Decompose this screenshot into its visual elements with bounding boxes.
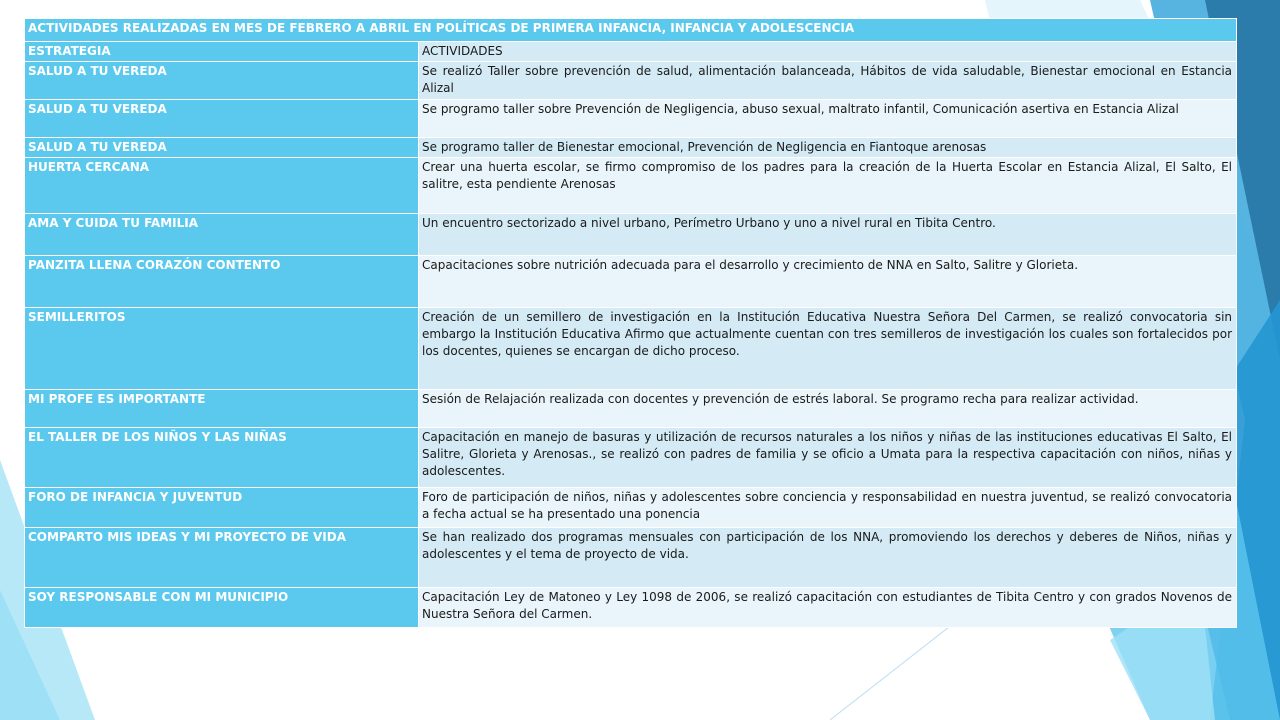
activity-cell: Un encuentro sectorizado a nivel urbano, Perímetro Urbano y uno a nivel rural en Tibita Centro.	[419, 214, 1237, 256]
table-row	[25, 488, 1237, 528]
activity-cell: Capacitación en manejo de basuras y utilización de recursos naturales a los niños y niñas de las instituciones educativas El Salto, El Salitre, Glorieta y Arenosas., se realizó con padres de familia y se oficio a Umata para la respectiva capacitación con niños, niñas y adolescentes.	[419, 428, 1237, 488]
table-row	[25, 390, 1237, 428]
strategy-cell: SEMILLERITOS	[25, 308, 419, 390]
activity-cell: Capacitación Ley de Matoneo y Ley 1098 de 2006, se realizó capacitación con estudiantes de Tibita Centro y con grados Novenos de Nuestra Señora del Carmen.	[419, 588, 1237, 628]
table-row	[25, 100, 1237, 138]
table-title: ACTIVIDADES REALIZADAS EN MES DE FEBRERO A ABRIL EN POLÍTICAS DE PRIMERA INFANCIA, INFANCIA Y ADOLESCENCIA	[25, 19, 1237, 42]
table-row	[25, 528, 1237, 588]
activity-cell: Capacitaciones sobre nutrición adecuada para el desarrollo y crecimiento de NNA en Salto, Salitre y Glorieta.	[419, 256, 1237, 308]
strategy-cell: PANZITA LLENA CORAZÓN CONTENTO	[25, 256, 419, 308]
activity-cell: Crear una huerta escolar, se firmo compromiso de los padres para la creación de la Huerta Escolar en Estancia Alizal, El Salto, El salitre, esta pendiente Arenosas	[419, 158, 1237, 214]
activity-cell: Foro de participación de niños, niñas y adolescentes sobre conciencia y responsabilidad en nuestra juventud, se realizó convocatoria a fecha actual se ha presentado una ponencia	[419, 488, 1237, 528]
table-header-row	[25, 42, 1237, 62]
activities-table-container	[24, 18, 1236, 628]
table-row	[25, 308, 1237, 390]
header-activities: ACTIVIDADES	[419, 42, 1237, 62]
activity-cell: Sesión de Relajación realizada con docentes y prevención de estrés laboral. Se programo recha para realizar actividad.	[419, 390, 1237, 428]
activities-table	[24, 18, 1237, 628]
strategy-cell: MI PROFE ES IMPORTANTE	[25, 390, 419, 428]
strategy-cell: FORO DE INFANCIA Y JUVENTUD	[25, 488, 419, 528]
table-row	[25, 588, 1237, 628]
table-row	[25, 158, 1237, 214]
activity-cell: Se realizó Taller sobre prevención de salud, alimentación balanceada, Hábitos de vida saludable, Bienestar emocional en Estancia Alizal	[419, 62, 1237, 100]
strategy-cell: HUERTA CERCANA	[25, 158, 419, 214]
table-row	[25, 62, 1237, 100]
table-row	[25, 428, 1237, 488]
activity-cell: Se programo taller sobre Prevención de Negligencia, abuso sexual, maltrato infantil, Comunicación asertiva en Estancia Alizal	[419, 100, 1237, 138]
strategy-cell: SOY RESPONSABLE CON MI MUNICIPIO	[25, 588, 419, 628]
strategy-cell: COMPARTO MIS IDEAS Y MI PROYECTO DE VIDA	[25, 528, 419, 588]
table-row	[25, 256, 1237, 308]
strategy-cell: SALUD A TU VEREDA	[25, 62, 419, 100]
activity-cell: Creación de un semillero de investigación en la Institución Educativa Nuestra Señora Del Carmen, se realizó convocatoria sin embargo la Institución Educativa Afirmo que actualmente cuentan con tres semilleros de investigación los cuales son fortalecidos por los docentes, quienes se encargan de dicho proceso.	[419, 308, 1237, 390]
table-title-row	[25, 19, 1237, 42]
activity-cell: Se programo taller de Bienestar emocional, Prevención de Negligencia en Fiantoque arenosas	[419, 138, 1237, 158]
strategy-cell: EL TALLER DE LOS NIÑOS Y LAS NIÑAS	[25, 428, 419, 488]
header-strategy: ESTRATEGIA	[25, 42, 419, 62]
strategy-cell: SALUD A TU VEREDA	[25, 100, 419, 138]
strategy-cell: SALUD A TU VEREDA	[25, 138, 419, 158]
strategy-cell: AMA Y CUIDA TU FAMILIA	[25, 214, 419, 256]
table-row	[25, 214, 1237, 256]
activity-cell: Se han realizado dos programas mensuales con participación de los NNA, promoviendo los derechos y deberes de Niños, niñas y adolescentes y el tema de proyecto de vida.	[419, 528, 1237, 588]
table-row	[25, 138, 1237, 158]
